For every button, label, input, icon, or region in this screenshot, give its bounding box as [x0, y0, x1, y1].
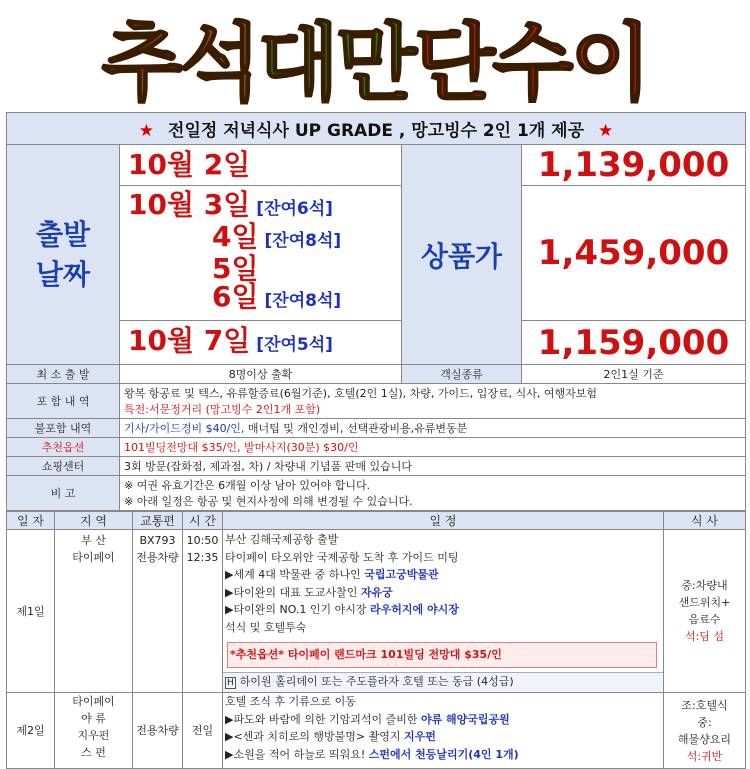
header-day: 일 자	[7, 512, 55, 530]
recommended-option-box: *추천옵션* 타이페이 랜드마크 101빌딩 전망대 $35/인	[227, 642, 657, 668]
itinerary-line	[223, 746, 663, 764]
departure-date	[120, 321, 402, 365]
meal-item: 음료수	[688, 613, 721, 626]
itinerary-line	[223, 584, 663, 602]
header-meal: 식 사	[664, 512, 746, 530]
line-highlight: 국립고궁박물관	[364, 568, 439, 581]
line-highlight: 지우펀	[404, 730, 436, 743]
meal-cell	[664, 530, 746, 693]
title-part-2: 대만	[257, 13, 415, 112]
hotel-line	[223, 672, 663, 693]
header-region: 지 역	[55, 512, 133, 530]
date-text: 10월 3일	[128, 188, 251, 221]
itinerary-cell	[223, 693, 664, 769]
exclude-value	[120, 419, 746, 438]
option-value: 101빌딩전망대 $35/인, 발마사지(30분) $30/인	[120, 438, 746, 457]
title-part-3: 단수이	[414, 13, 649, 112]
line-highlight: 스펀에서 천등날리기(4인 1개)	[368, 747, 519, 761]
region: 부 산	[81, 534, 106, 547]
price-value: 1,139,000	[522, 145, 746, 186]
itinerary-line	[223, 619, 663, 637]
day-label: 제1일	[7, 530, 55, 693]
departure-date	[128, 252, 401, 285]
meal-item: 조:호텔식	[681, 698, 728, 712]
seat-badge: [잔여8석]	[264, 231, 342, 251]
min-departure-value: 8명이상 출확	[120, 365, 402, 384]
exclude-guide-fee: 기사/가이드경비 $40/인,	[124, 422, 245, 435]
region: 타이페이	[72, 551, 115, 564]
include-label: 포 함 내 역	[7, 384, 120, 419]
region-cell	[55, 693, 133, 769]
region: 타이페이	[72, 695, 115, 708]
transport: BX793	[139, 534, 176, 547]
region-cell	[55, 530, 133, 693]
departure-date	[128, 188, 401, 223]
line-highlight: 야류 해양국립공원	[420, 712, 510, 726]
header-transport: 교통편	[133, 512, 183, 530]
banner-text: 전일정 저녁식사 UP GRADE , 망고빙수 2인 1개 제공	[168, 121, 585, 141]
line-text: 석식 및 호텔투숙	[225, 620, 307, 634]
region: 스 펀	[81, 746, 106, 759]
hotel-text: 하이원 홀리데이 또는 주도플라자 호텔 또는 동급 (4성급)	[239, 674, 514, 688]
star-icon: ★	[138, 121, 155, 141]
room-type-value: 2인1실 기준	[522, 365, 746, 384]
itinerary-line	[223, 601, 663, 619]
schedule-table	[6, 511, 746, 769]
note-label: 비 고	[7, 476, 120, 511]
note-value	[120, 476, 746, 511]
price-value: 1,159,000	[522, 321, 746, 365]
seat-badge: [잔여6석]	[256, 199, 333, 219]
note-line: ※ 여권 유효기간은 6개월 이상 남아 있어야 합니다.	[124, 479, 371, 492]
line-text: ▶소원을 적어 하늘로 띄워요!	[225, 747, 369, 761]
date-text: 6일	[212, 280, 259, 313]
include-line: 왕복 항공료 및 텍스, 유류할증료(6월기준), 호텔(2인 1실), 차량, 가이드, 입장료, 식사, 여행자보험	[124, 387, 598, 400]
meal-item: 중:	[697, 715, 712, 729]
date-text: 4일	[212, 220, 259, 253]
line-text: ▶타이완의 대표 도교사찰인	[225, 585, 361, 599]
time-cell: 전일	[183, 693, 223, 769]
departure-date	[120, 145, 402, 186]
line-text: 호텔 조식 후 기류으로 이동	[225, 695, 356, 708]
day-label: 제2일	[7, 693, 55, 769]
shopping-label: 쇼핑센터	[7, 457, 120, 476]
include-special: 특전:서문정거리 (망고빙수 2인1개 포함)	[124, 403, 321, 416]
price-label: 상품가	[402, 145, 522, 365]
itinerary-line	[223, 531, 663, 549]
date-text: 5일	[212, 252, 259, 285]
min-departure-label: 최 소 출 발	[7, 365, 120, 384]
itinerary-line	[223, 566, 663, 584]
meal-dinner: 석:귀반	[686, 749, 723, 763]
time: 12:35	[186, 551, 219, 564]
header-time: 시 간	[183, 512, 223, 530]
date-text: 10월 7일	[128, 323, 251, 357]
departure-date	[128, 280, 401, 315]
time: 10:50	[186, 534, 219, 547]
option-label: 추천옵션	[7, 438, 120, 457]
line-text: 부산 김해국제공항 출발	[225, 533, 339, 546]
line-text: 타이페이 타오위안 국제공항 도착 후 가이드 미팅	[225, 550, 459, 564]
exclude-rest: 매너팁 및 개인경비, 선택관광비용,유류변동분	[244, 422, 468, 435]
room-type-label: 객실종류	[402, 365, 522, 384]
note-line: ※ 아래 일정은 항공 및 현지사정에 의해 변경될 수 있습니다.	[124, 495, 413, 508]
line-text: ▶타이완의 NO.1 인기 야시장	[225, 603, 371, 616]
star-icon: ★	[598, 121, 614, 141]
meal-item: 해물샹요리	[677, 732, 732, 746]
meal-item: 샌드위치+	[678, 596, 731, 609]
meal-cell	[664, 693, 746, 769]
line-highlight: 라우허지에 야시장	[370, 603, 459, 616]
price-value: 1,459,000	[522, 186, 746, 321]
meal-item: 중:차량내	[681, 579, 728, 592]
exclude-label: 불포함 내역	[7, 419, 120, 438]
line-highlight: 자유궁	[360, 585, 393, 599]
itinerary-line	[223, 728, 663, 746]
departure-date	[128, 220, 401, 255]
title-part-1: 추석	[101, 13, 258, 112]
meal-dinner: 석:딤 섬	[684, 630, 725, 643]
banner	[7, 113, 746, 145]
itinerary-line	[223, 693, 663, 711]
region: 야 류	[81, 712, 106, 725]
itinerary-line	[223, 549, 663, 567]
seat-badge: [잔여5석]	[256, 334, 333, 355]
departure-date-group	[120, 186, 402, 321]
line-text: ▶세계 4대 박물관 중 하나인	[225, 568, 365, 581]
line-text: ▶파도와 바람에 의한 기암괴석이 즐비한	[225, 712, 421, 726]
line-text: ▶<센과 치히로의 행방불명> 촬영지	[225, 730, 405, 743]
header-itinerary: 일 정	[223, 512, 664, 530]
transport-cell: 전용차량	[133, 693, 183, 769]
departure-label	[7, 145, 120, 365]
transport: 전용차량	[136, 551, 179, 564]
seat-badge: [잔여8석]	[264, 291, 342, 311]
itinerary-cell	[223, 530, 664, 693]
include-value	[120, 384, 746, 419]
hotel-icon: H	[227, 677, 234, 688]
shopping-value: 3회 방문(잡화점, 제과점, 차) / 차량내 기념품 판매 있습니다	[120, 457, 746, 476]
departure-label-line1: 출발	[35, 217, 91, 251]
time-cell	[183, 530, 223, 693]
date-text: 10월 2일	[128, 148, 251, 181]
page-title	[0, 0, 750, 112]
region: 지우펀	[77, 729, 110, 742]
transport-cell	[133, 530, 183, 693]
itinerary-line	[223, 711, 663, 729]
product-table	[6, 112, 746, 511]
departure-label-line2: 날짜	[35, 257, 91, 291]
